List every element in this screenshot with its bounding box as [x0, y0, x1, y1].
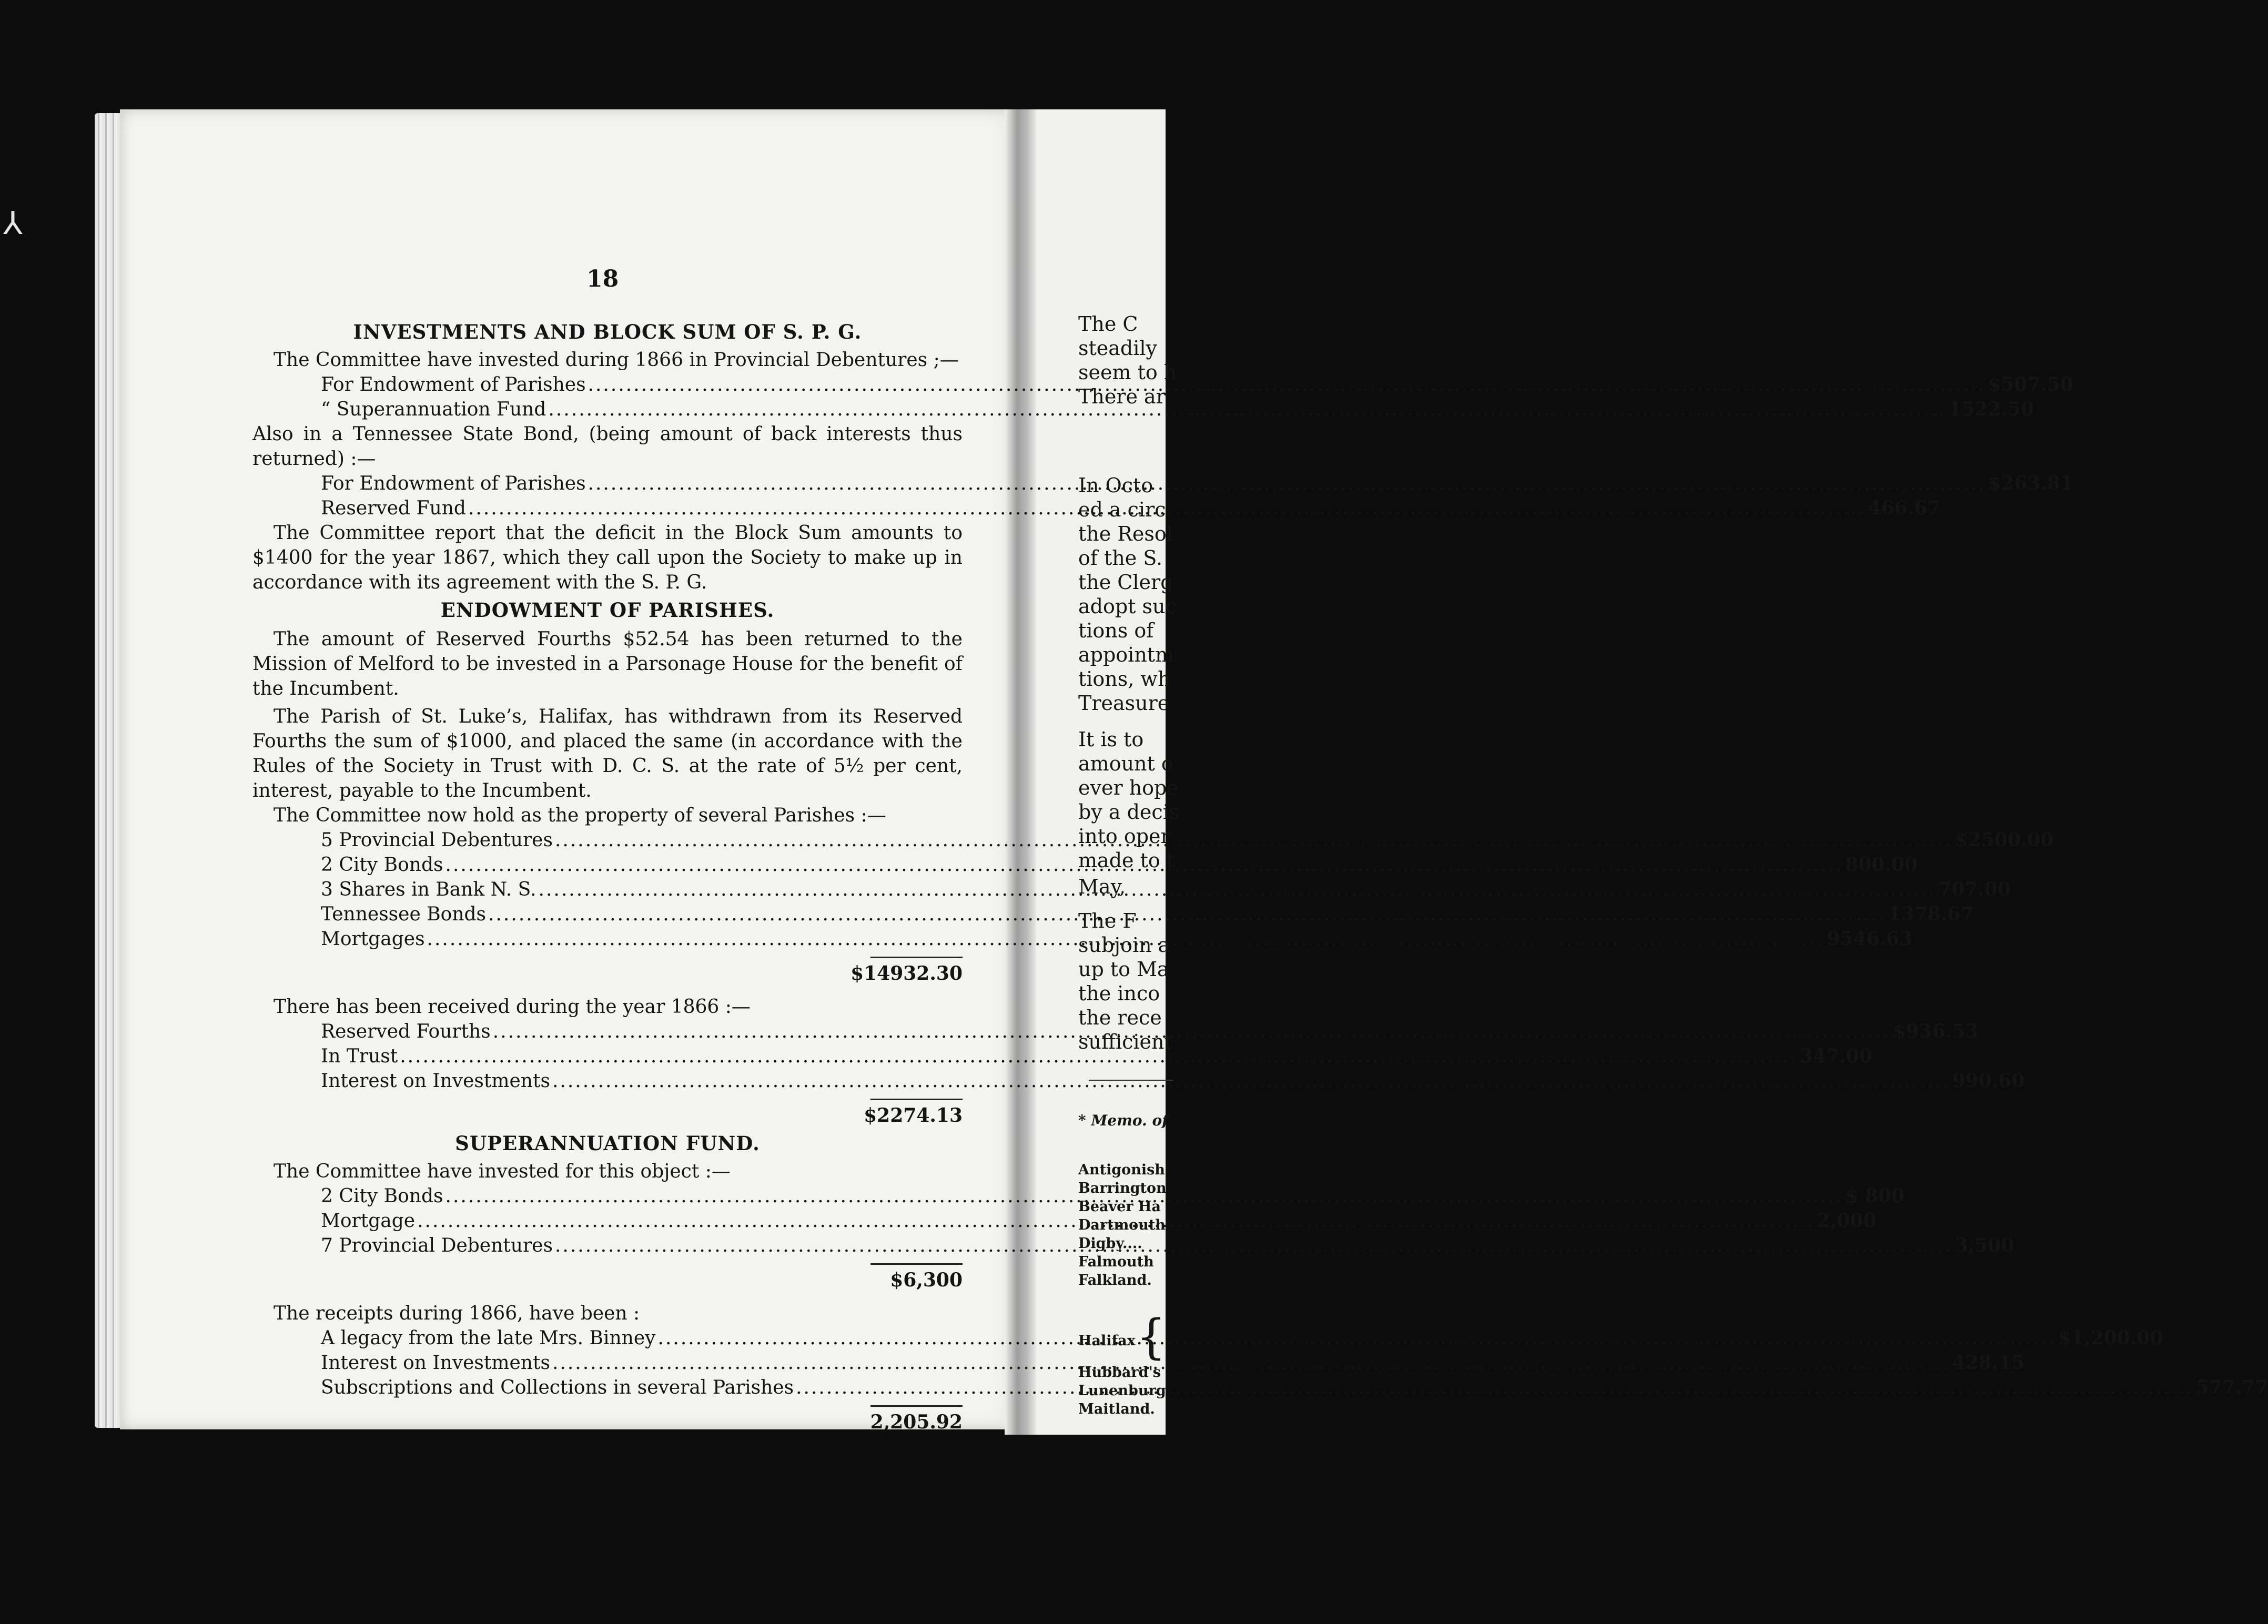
right-page-line: Falkland.: [1078, 1272, 1152, 1288]
ledger-value: 347.00: [1799, 1045, 1872, 1067]
ledger-value: 800.00: [1845, 854, 1918, 876]
ledger-value: 9546.63: [1827, 928, 1912, 950]
endowment-received-intro: There has been received during the year 1866 :—: [274, 996, 751, 1018]
superannuation-total: $6,300: [890, 1269, 963, 1291]
superannuation-receipts-intro: The receipts during 1866, have been :: [274, 1303, 640, 1324]
leader-dots: [468, 496, 1866, 521]
film-mark: ⅄: [3, 205, 23, 242]
right-page-line: up to Ma: [1078, 958, 1169, 981]
brace-icon: {: [1136, 1310, 1167, 1365]
ledger-row: [252, 1069, 2025, 1093]
endowment-p2: The Parish of St. Luke’s, Halifax, has withdrawn from its Reserved Fourths the sum of $1000, and placed the same (in accordance with the Rules of the Society in Trust with D. C. S. at the rate of 5½ per cent, interest, payable to the Incumbent.: [252, 706, 963, 801]
right-page-line: The F: [1078, 909, 1137, 932]
right-page-line: Beaver Ha: [1078, 1199, 1161, 1215]
right-page-line: Lunenburg: [1078, 1383, 1166, 1399]
ledger-value: 1378.67: [1888, 903, 1974, 925]
leader-dots: [548, 397, 1946, 422]
right-page-line: Hubbard's: [1078, 1364, 1161, 1381]
leader-dots: [427, 927, 1825, 951]
ledger-label: 2 City Bonds: [321, 854, 443, 876]
right-page-memo: * Memo. of: [1078, 1112, 1169, 1129]
heading-investments: INVESTMENTS AND BLOCK SUM OF S. P. G.: [353, 320, 862, 343]
ledger-label: Mortgages: [321, 928, 425, 950]
right-page-line: Antigonish: [1078, 1162, 1165, 1178]
right-page-line: of the S.: [1078, 546, 1163, 570]
ledger-value: 1522.50: [1948, 398, 2034, 420]
ledger-value: $2500.00: [1955, 829, 2054, 851]
right-page-line: the Clerg: [1078, 571, 1173, 594]
right-page-halifax: Halifax: [1078, 1333, 1136, 1349]
investments-intro: The Committee have invested during 1866 in Provincial Debentures ;—: [274, 349, 959, 371]
ledger-value: $507.50: [1988, 373, 2073, 395]
ledger-label: A legacy from the late Mrs. Binney: [321, 1327, 656, 1349]
right-page-line: amount o: [1078, 752, 1173, 775]
leader-dots: [539, 877, 1937, 902]
right-page-line: It is to: [1078, 728, 1144, 751]
right-page-may: May,: [1078, 875, 1126, 898]
leader-dots: [555, 828, 1953, 852]
right-page-line: Barrington: [1078, 1180, 1167, 1196]
ledger-label: Interest on Investments: [321, 1352, 550, 1374]
right-page-line: appointm: [1078, 643, 1174, 666]
leader-dots: [555, 1233, 1953, 1258]
endowment-holdings-total: $14932.30: [850, 962, 963, 984]
leader-dots: [446, 852, 1844, 877]
right-page-line: the inco: [1078, 982, 1160, 1005]
leader-dots: [417, 1209, 1815, 1233]
heading-endowment: ENDOWMENT OF PARISHES.: [440, 598, 775, 622]
right-page-line: ever hope: [1078, 776, 1179, 799]
ledger-value: 990.60: [1952, 1070, 2025, 1092]
ledger-label: 7 Provincial Debentures: [321, 1235, 553, 1256]
leader-dots: [446, 1184, 1844, 1209]
ledger-row: [252, 397, 2034, 422]
ledger-label: Tennessee Bonds: [321, 904, 487, 925]
right-page-line: ed a circ: [1078, 498, 1166, 521]
ledger-value: 707.00: [1938, 878, 2011, 900]
right-page-line: sufficient: [1078, 1030, 1172, 1053]
ledger-label: For Endowment of Parishes: [321, 473, 586, 494]
right-page-line: Falmouth: [1078, 1254, 1154, 1270]
ledger-label: For Endowment of Parishes: [321, 374, 586, 395]
right-page-line: tions of: [1078, 619, 1154, 642]
ledger-value: 577.77: [2195, 1376, 2268, 1398]
page-number: 18: [586, 266, 619, 292]
right-page-line: In Octo: [1078, 474, 1153, 497]
right-page-line: Digby....: [1078, 1235, 1142, 1252]
ledger-label: Interest on Investments: [321, 1070, 550, 1092]
endowment-holdings-intro: The Committee now hold as the property of several Parishes :—: [274, 805, 886, 826]
ledger-value: $263.81: [1988, 472, 2073, 494]
investments-also: Also in a Tennessee State Bond, (being amount of back interests thus returned) :—: [252, 423, 963, 470]
leader-dots: [658, 1326, 2056, 1351]
superannuation-intro: The Committee have invested for this object :—: [274, 1161, 731, 1182]
endowment-p1: The amount of Reserved Fourths $52.54 has been returned to the Mission of Melford to be invested in a Parsonage House for the benefit of the Incumbent.: [252, 628, 963, 699]
right-page-line: steadily: [1078, 337, 1158, 360]
ledger-value: 428.15: [1952, 1352, 2025, 1374]
ledger-label: In Trust: [321, 1046, 398, 1067]
right-page-line: Maitland.: [1078, 1401, 1155, 1417]
ledger-label: Mortgage: [321, 1210, 416, 1232]
heading-superannuation: SUPERANNUATION FUND.: [455, 1132, 760, 1155]
ledger-row: [252, 1044, 1872, 1069]
ledger-value: 3,500: [1955, 1234, 2014, 1256]
investments-report: The Committee report that the deficit in the Block Sum amounts to $1400 for the year 1867, which they call upon the Society to make up in accordance with its agreement with the S. P. G.: [252, 522, 963, 593]
leader-dots: [552, 1069, 1950, 1093]
leader-dots: [588, 372, 1986, 397]
ledger-label: 2 City Bonds: [321, 1185, 443, 1207]
right-page-line: adopt suc: [1078, 595, 1177, 618]
ledger-label: Subscriptions and Collections in several Parishes: [321, 1377, 794, 1398]
ledger-value: 466.67: [1868, 497, 1941, 519]
right-page-line: made to t: [1078, 849, 1175, 872]
ledger-value: $936.53: [1892, 1020, 1979, 1042]
leader-dots: [552, 1351, 1950, 1375]
ledger-label: 5 Provincial Debentures: [321, 829, 553, 851]
leader-dots: [493, 1019, 1891, 1044]
ledger-value: 2,000: [1817, 1210, 1877, 1232]
leader-dots: [796, 1375, 2194, 1400]
leader-dots: [588, 471, 1986, 496]
ledger-label: “ Superannuation Fund: [321, 399, 546, 420]
leader-dots: [488, 902, 1886, 927]
ledger-label: Reserved Fund: [321, 498, 466, 519]
right-page-line: the rece: [1078, 1006, 1162, 1029]
right-page-line: There ar: [1078, 385, 1166, 408]
superannuation-receipts-total: 2,205.92: [870, 1411, 963, 1433]
ledger-label: 3 Shares in Bank N. S.: [321, 879, 536, 900]
right-page-line: Treasure: [1078, 692, 1170, 715]
ledger-value: $1,200.00: [2058, 1327, 2163, 1349]
right-page-line: by a decis: [1078, 800, 1180, 824]
right-page-line: seem to h: [1078, 361, 1177, 384]
leader-dots: [400, 1044, 1798, 1069]
right-page-line: The C: [1078, 312, 1138, 336]
right-page-line: tions, wh: [1078, 667, 1171, 691]
right-page-line: the Resol: [1078, 522, 1173, 545]
ledger-value: $ 800: [1845, 1185, 1905, 1207]
ledger-label: Reserved Fourths: [321, 1021, 491, 1042]
right-page-line: into oper: [1078, 825, 1170, 848]
right-page-line: Dartmouth: [1078, 1217, 1166, 1233]
right-page-line: subjoin a: [1078, 933, 1170, 957]
endowment-received-total: $2274.13: [864, 1104, 963, 1126]
